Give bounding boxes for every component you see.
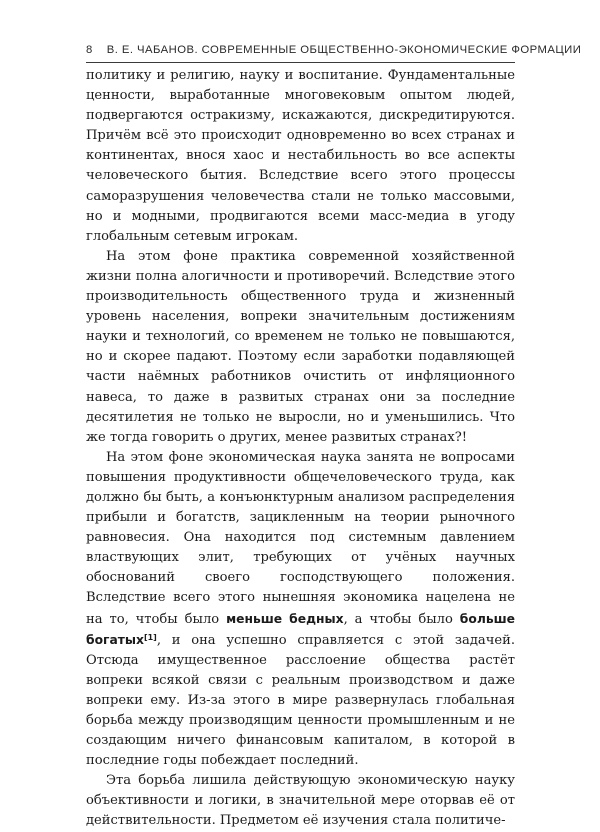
paragraph-3-text-b: , а чтобы было [343,611,460,627]
bold-phrase-fewer-poor: меньше бедных [226,611,344,626]
page-number: 8 [86,44,93,56]
bold-phrase-more-rich: больше богатых [86,611,515,647]
footnote-reference: [1] [143,632,157,642]
paragraph-1: политику и религию, науку и воспитание. Фундаментальные ценности, выработанные многовековым опытом людей, подвергаются остракизму, искажаются, дискредитируются. Причём всё это происходит одновременно во всех странах и континентах, внося хаос и нестабильность во все аспекты человеческого бытия. Вследствие всего этого процессы саморазрушения человечества стали не только массовыми, но и модными, продвигаются всеми масс-медиа в угоду глобальным сетевым игрокам. [86,68,515,244]
running-title: В. Е. ЧАБАНОВ. СОВРЕМЕННЫЕ ОБЩЕСТВЕННО-ЭКОНОМИЧЕСКИЕ ФОРМАЦИИ [106,44,582,56]
paragraph-2: На этом фоне практика современной хозяйственной жизни полна алогичности и противоречий. Вследствие этого производительность общественного труда и жизненный уровень населения, вопреки значительным достижениям науки и технологий, со временем не только не повышаются, но и скорее падают. Поэтому если заработки подавляющей части наёмных работников очистить от инфляционного навеса, то даже в развитых странах они за последние десятилетия не только не выросли, но и уменьшились. Что же тогда говорить о других, менее развитых странах?! [86,248,515,445]
paragraph-3-text-c: , и она успешно справляется с этой задачей. Отсюда имущественное расслоение общества растёт вопреки всякой связи с реальным производством и даже вопреки ему. Из-за этого в мире развернулась глобальная борьба между производящим ценности промышленным и не создающим ничего финансовым капиталом, в которой в последние годы побеждает последний. [86,632,515,769]
header-rule [86,62,515,63]
body-text [86,66,515,832]
running-header [86,44,582,56]
paragraph-4: Эта борьба лишила действующую экономическую науку объективности и логики, в значительной мере оторвав её от действительности. Предметом её изучения стала политиче- [86,773,515,829]
paragraph-3-text-a: На этом фоне экономическая наука занята не вопросами повышения продуктивности общечеловеческого труда, как должно бы быть, а конъюнктурным анализом распределения прибыли и богатств, зацикленным на теории рыночного равновесия. Она находится под системным давлением властвующих элит, требующих от учёных научных обоснований своего господствующего положения. Вследствие всего этого нынешняя экономика нацелена не на то, чтобы было [86,449,515,627]
paragraph-3 [86,448,515,772]
